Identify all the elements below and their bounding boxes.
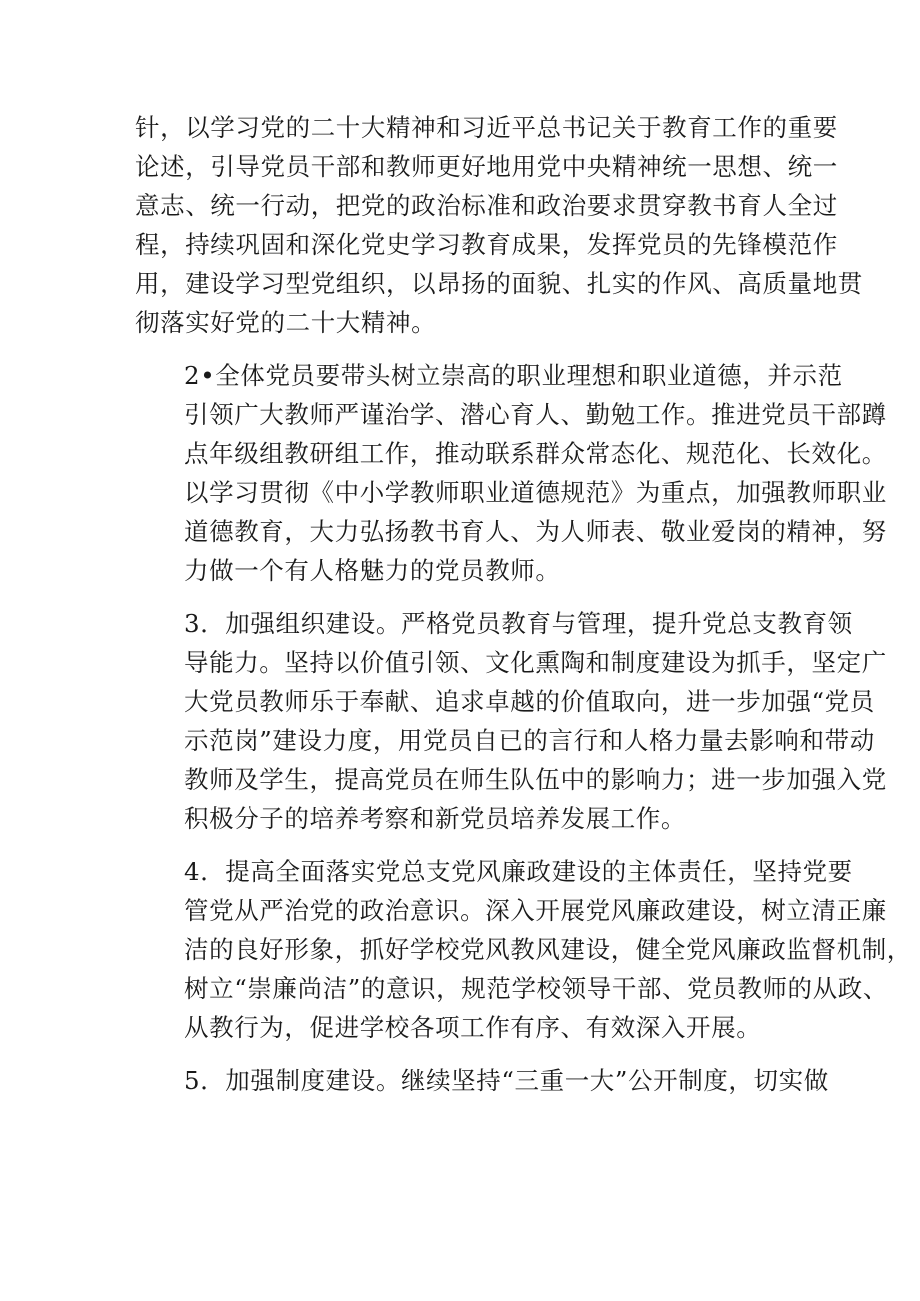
text-line: 4．提高全面落实党总支党风廉政建设的主体责任，坚持党要	[184, 857, 853, 886]
text-line: 针，以学习党的二十大精神和习近平总书记关于教育工作的重要	[135, 113, 838, 142]
text-line: 论述，引导党员干部和教师更好地用党中央精神统一思想、统一	[135, 152, 838, 181]
text-line: 5．加强制度建设。继续坚持“三重一大”公开制度，切实做	[184, 1066, 829, 1095]
text-line: 2•全体党员要带头树立崇高的职业理想和职业道德，并示范	[184, 361, 843, 390]
text-line: 大党员教师乐于奉献、追求卓越的价值取向，进一步加强“党员	[184, 687, 875, 716]
document-body	[135, 108, 912, 1114]
text-line: 3．加强组织建设。严格党员教育与管理，提升党总支教育领	[184, 609, 853, 638]
text-line: 管党从严治党的政治意识。深入开展党风廉政建设，树立清正廉	[184, 896, 887, 925]
text-line: 力做一个有人格魅力的党员教师。	[184, 556, 561, 585]
text-line: 教师及学生，提高党员在师生队伍中的影响力；进一步加强入党	[184, 765, 887, 794]
text-line: 意志、统一行动，把党的政治标准和政治要求贯穿教书育人全过	[135, 191, 838, 220]
text-line: 彻落实好党的二十大精神。	[135, 308, 437, 337]
paragraph-1	[135, 108, 863, 342]
text-line: 程，持续巩固和深化党史学习教育成果，发挥党员的先锋模范作	[135, 230, 838, 259]
text-line: 树立“崇廉尚洁”的意识，规范学校领导干部、党员教师的从政、	[184, 974, 888, 1003]
paragraph-4	[135, 852, 912, 1047]
text-line: 导能力。坚持以价值引领、文化熏陶和制度建设为抓手，坚定广	[184, 648, 887, 677]
text-line: 洁的良好形象，抓好学校党风教风建设，健全党风廉政监督机制，	[184, 935, 912, 964]
text-line: 道德教育，大力弘扬教书育人、为人师表、敬业爱岗的精神，努	[184, 517, 887, 546]
text-line: 用，建设学习型党组织，以昂扬的面貌、扎实的作风、高质量地贯	[135, 269, 863, 298]
paragraph-2	[135, 356, 887, 590]
text-line: 点年级组教研组工作，推动联系群众常态化、规范化、长效化。	[184, 439, 887, 468]
text-line: 示范岗”建设力度，用党员自已的言行和人格力量去影响和带动	[184, 726, 875, 755]
text-line: 以学习贯彻《中小学教师职业道德规范》为重点，加强教师职业	[184, 478, 887, 507]
paragraph-5	[135, 1061, 829, 1100]
text-line: 从教行为，促进学校各项工作有序、有效深入开展。	[184, 1013, 762, 1042]
paragraph-3	[135, 604, 887, 838]
text-line: 积极分子的培养考察和新党员培养发展工作。	[184, 804, 686, 833]
text-line: 引领广大教师严谨治学、潜心育人、勤勉工作。推进党员干部蹲	[184, 400, 887, 429]
